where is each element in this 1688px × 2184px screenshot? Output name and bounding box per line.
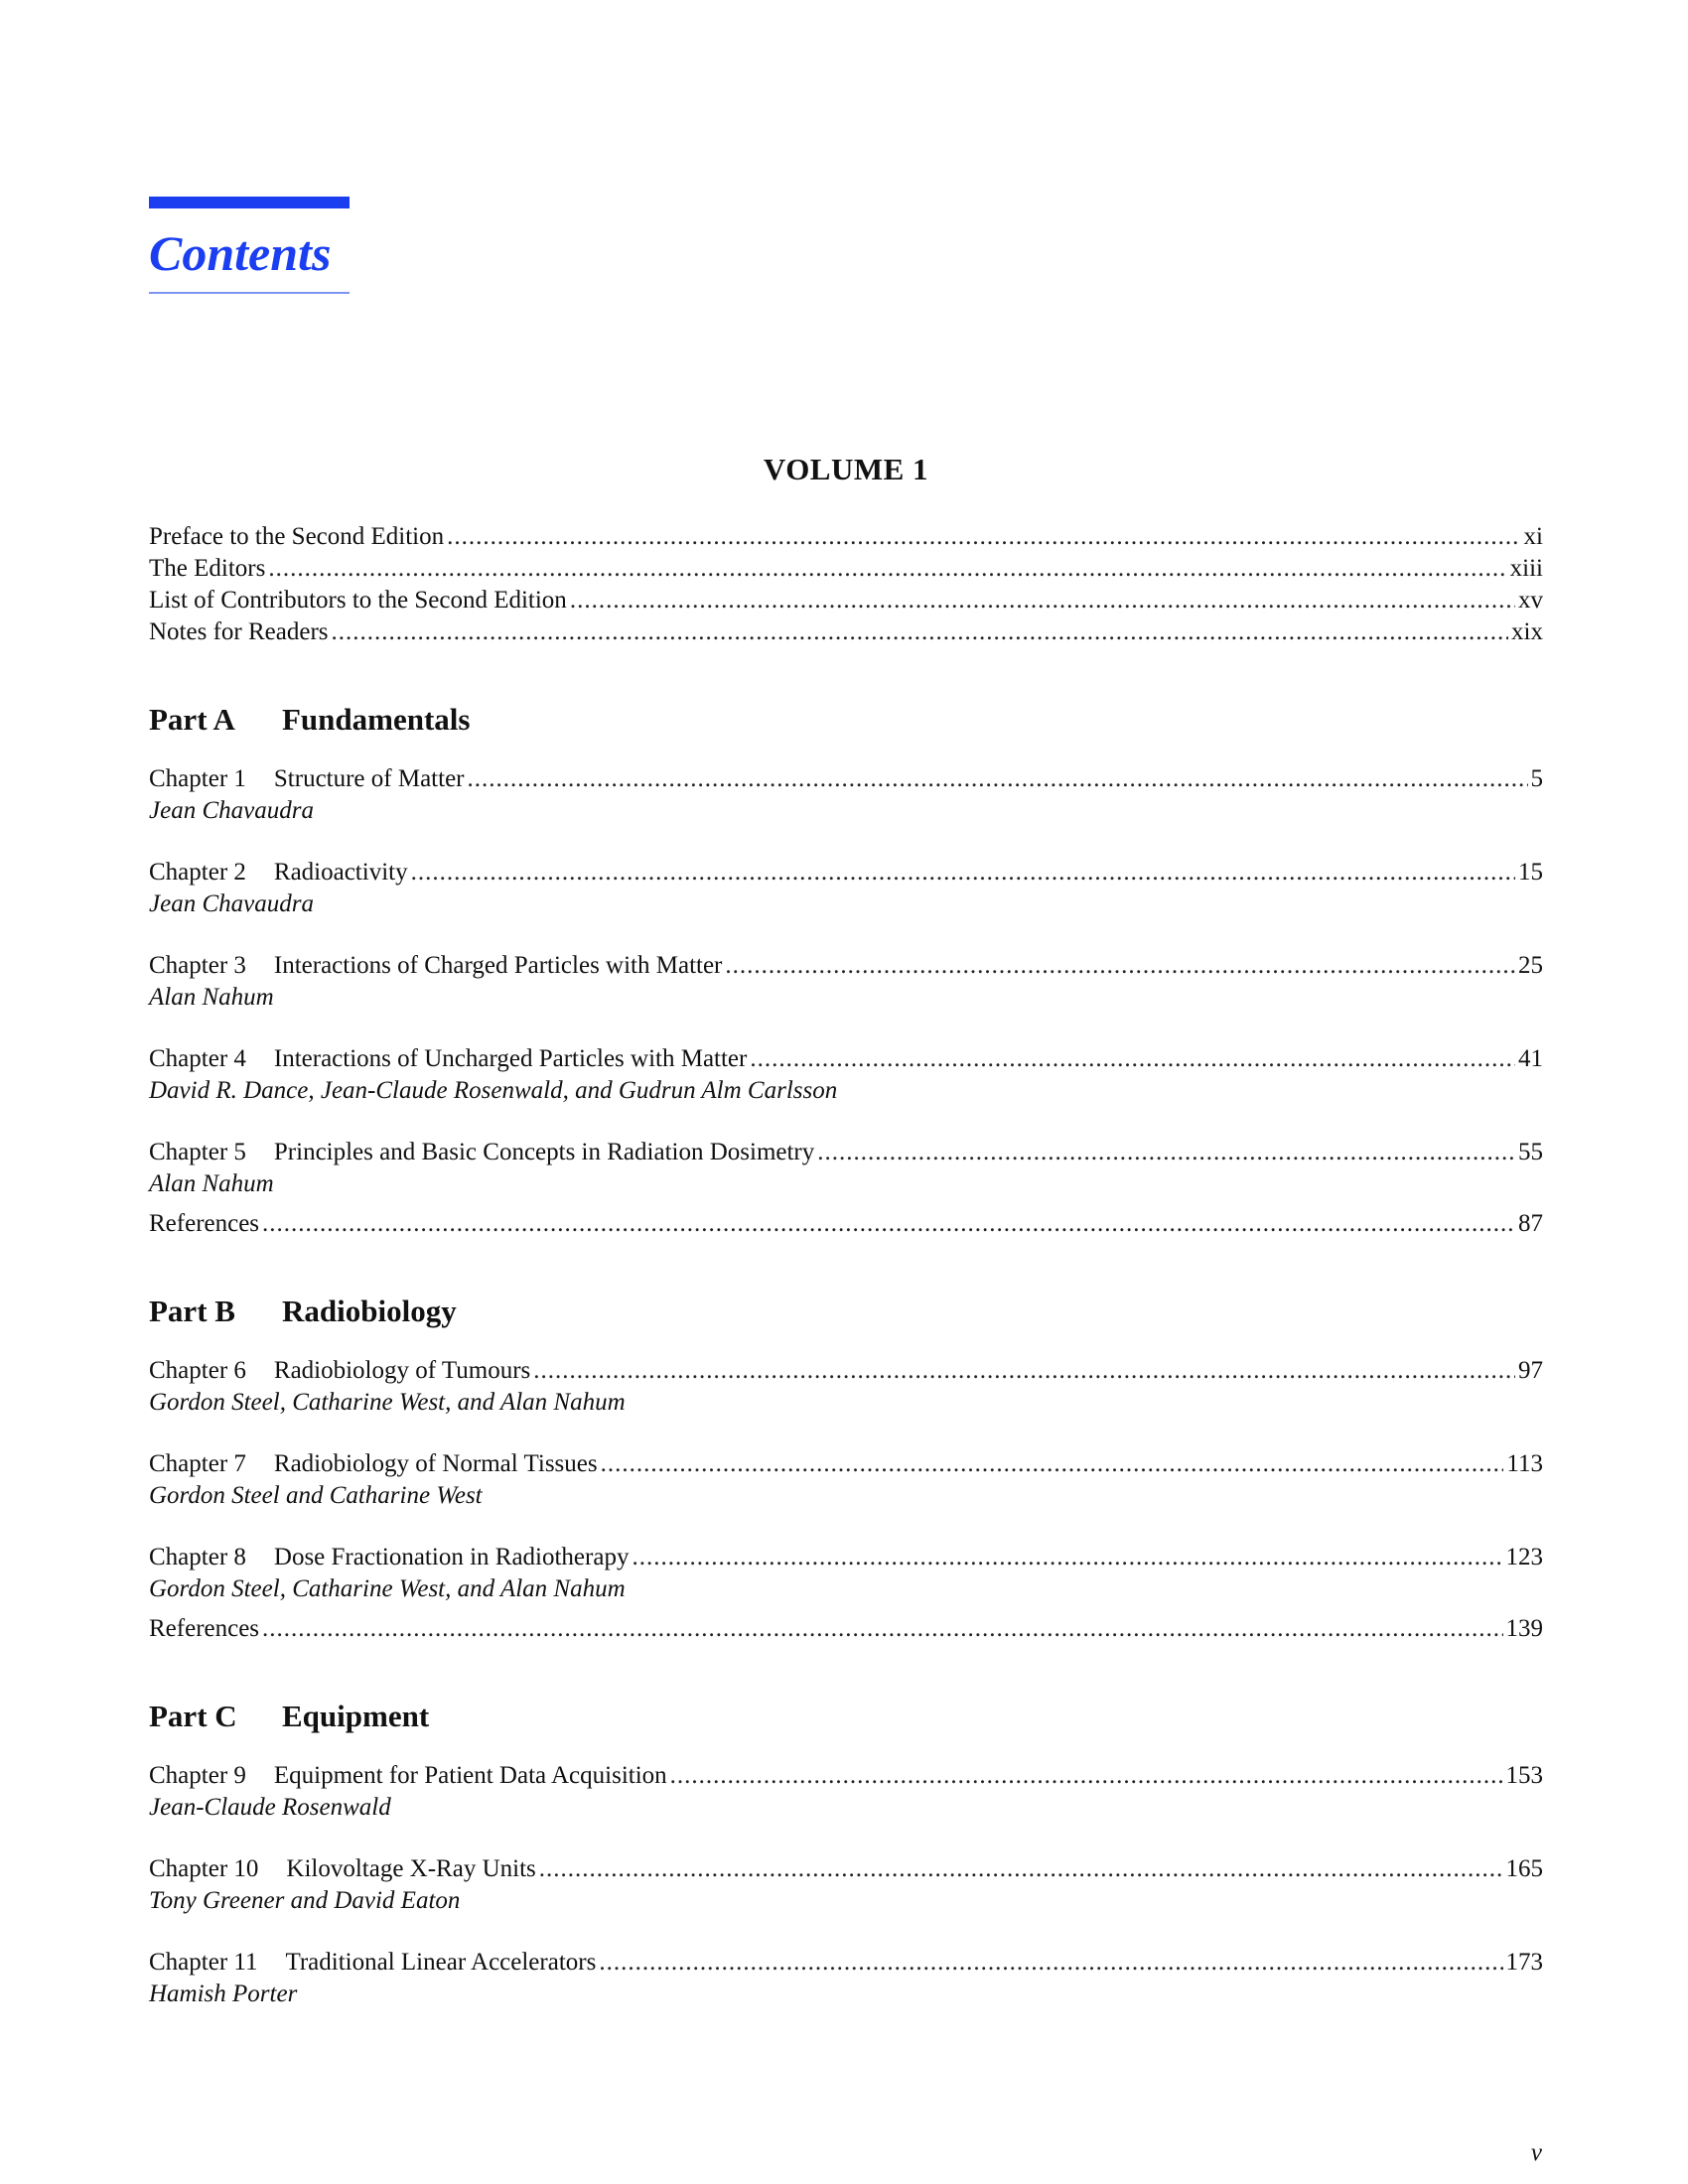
entry-page: xix (1511, 618, 1543, 645)
dot-leader (725, 950, 1515, 982)
chapter-title: Interactions of Uncharged Particles with Matter (273, 1045, 748, 1072)
volume-title: VOLUME 1 (763, 452, 929, 486)
chapter-number: Chapter 5 (149, 1139, 246, 1165)
chapter-number: Chapter 7 (149, 1450, 246, 1477)
chapter-authors: Alan Nahum (149, 984, 274, 1011)
chapter-page: 113 (1506, 1450, 1543, 1477)
references-label: References (149, 1615, 260, 1642)
dot-leader (533, 1355, 1515, 1387)
chapter-authors: Jean Chavaudra (149, 797, 314, 824)
entry-label: List of Contributors to the Second Edition (149, 587, 567, 614)
chapter-entry[interactable] (149, 1043, 1543, 1107)
chapter-title: Radiobiology of Normal Tissues (273, 1450, 598, 1477)
chapter-number: Chapter 1 (149, 765, 246, 792)
chapter-page: 55 (1518, 1139, 1543, 1165)
dot-leader (601, 1448, 1504, 1480)
dot-leader (268, 553, 1506, 585)
chapter-entry[interactable] (149, 1542, 1543, 1605)
chapter-title: Kilovoltage X-Ray Units (286, 1855, 536, 1882)
chapter-page: 25 (1518, 952, 1543, 979)
dot-leader (599, 1947, 1502, 1979)
chapter-authors: Gordon Steel and Catharine West (149, 1482, 483, 1509)
title-rule-top (149, 197, 350, 208)
title-rule-bottom (149, 292, 350, 294)
dot-leader (632, 1542, 1502, 1573)
toc-entry[interactable] (149, 585, 1543, 616)
chapter-page: 123 (1505, 1544, 1543, 1570)
chapter-title: Radioactivity (273, 859, 408, 886)
dot-leader (411, 857, 1515, 888)
chapter-title: Equipment for Patient Data Acquisition (273, 1762, 667, 1789)
chapter-entry[interactable] (149, 1760, 1543, 1824)
part-label: Part B (149, 1294, 235, 1328)
chapter-number: Chapter 11 (149, 1949, 258, 1976)
chapter-number: Chapter 2 (149, 859, 246, 886)
chapter-entry[interactable] (149, 950, 1543, 1014)
chapter-page: 15 (1518, 859, 1543, 886)
chapter-page: 173 (1505, 1949, 1543, 1976)
chapter-authors: Tony Greener and David Eaton (149, 1887, 461, 1914)
dot-leader (447, 521, 1520, 553)
entry-label: Preface to the Second Edition (149, 523, 445, 550)
chapter-page: 41 (1518, 1045, 1543, 1072)
part-heading (149, 702, 1543, 738)
chapter-number: Chapter 6 (149, 1357, 246, 1384)
part-label: Part C (149, 1699, 237, 1733)
chapter-number: Chapter 9 (149, 1762, 246, 1789)
part-title: Equipment (282, 1699, 430, 1733)
part-title: Fundamentals (282, 702, 471, 737)
chapter-title: Principles and Basic Concepts in Radiation Dosimetry (273, 1139, 815, 1165)
dot-leader (539, 1853, 1503, 1885)
chapter-entry[interactable] (149, 1448, 1543, 1512)
entry-label: Notes for Readers (149, 618, 329, 645)
chapter-authors: Jean Chavaudra (149, 890, 314, 917)
chapter-title: Traditional Linear Accelerators (285, 1949, 597, 1976)
front-matter-list (149, 521, 1543, 648)
chapter-title: Structure of Matter (273, 765, 465, 792)
chapter-entry[interactable] (149, 1947, 1543, 2010)
chapter-page: 153 (1505, 1762, 1543, 1789)
chapter-entry[interactable] (149, 1853, 1543, 1917)
part-label: Part A (149, 702, 235, 737)
entry-page: xv (1518, 587, 1543, 614)
dot-leader (262, 1613, 1502, 1645)
toc-entry[interactable] (149, 553, 1543, 585)
part-heading (149, 1294, 1543, 1329)
chapter-number: Chapter 10 (149, 1855, 259, 1882)
chapter-page: 97 (1518, 1357, 1543, 1384)
chapter-number: Chapter 8 (149, 1544, 246, 1570)
chapter-authors: Hamish Porter (149, 1980, 298, 2007)
chapter-authors: David R. Dance, Jean-Claude Rosenwald, and Gudrun Alm Carlsson (149, 1077, 838, 1104)
references-entry[interactable] (149, 1613, 1543, 1645)
chapter-authors: Gordon Steel, Catharine West, and Alan Nahum (149, 1389, 626, 1416)
table-of-contents (149, 452, 1543, 2040)
chapter-page: 5 (1530, 765, 1543, 792)
references-page: 139 (1505, 1615, 1543, 1642)
entry-label: The Editors (149, 555, 266, 582)
references-label: References (149, 1210, 260, 1237)
toc-entry[interactable] (149, 616, 1543, 648)
entry-page: xi (1523, 523, 1543, 550)
dot-leader (570, 585, 1515, 616)
contents-header (149, 197, 350, 294)
chapter-entry[interactable] (149, 763, 1543, 827)
dot-leader (670, 1760, 1503, 1792)
entry-page: xiii (1509, 555, 1543, 582)
chapter-title: Radiobiology of Tumours (273, 1357, 531, 1384)
references-page: 87 (1518, 1210, 1543, 1237)
chapter-number: Chapter 3 (149, 952, 246, 979)
page-title: Contents (149, 225, 332, 281)
dot-leader (817, 1137, 1515, 1168)
dot-leader (332, 616, 1509, 648)
chapter-title: Dose Fractionation in Radiotherapy (273, 1544, 630, 1570)
part-title: Radiobiology (282, 1294, 457, 1328)
chapter-authors: Jean-Claude Rosenwald (149, 1794, 391, 1821)
dot-leader (468, 763, 1528, 795)
chapter-entry[interactable] (149, 1137, 1543, 1200)
dot-leader (750, 1043, 1515, 1075)
chapter-title: Interactions of Charged Particles with Matter (273, 952, 723, 979)
page-number: v (1530, 2139, 1542, 2166)
chapter-entry[interactable] (149, 1355, 1543, 1419)
dot-leader (262, 1208, 1515, 1240)
references-entry[interactable] (149, 1208, 1543, 1240)
chapter-number: Chapter 4 (149, 1045, 246, 1072)
chapter-authors: Alan Nahum (149, 1170, 274, 1197)
chapter-authors: Gordon Steel, Catharine West, and Alan Nahum (149, 1575, 626, 1602)
toc-entry[interactable] (149, 521, 1543, 553)
chapter-page: 165 (1505, 1855, 1543, 1882)
part-heading (149, 1699, 1543, 1734)
chapter-entry[interactable] (149, 857, 1543, 920)
